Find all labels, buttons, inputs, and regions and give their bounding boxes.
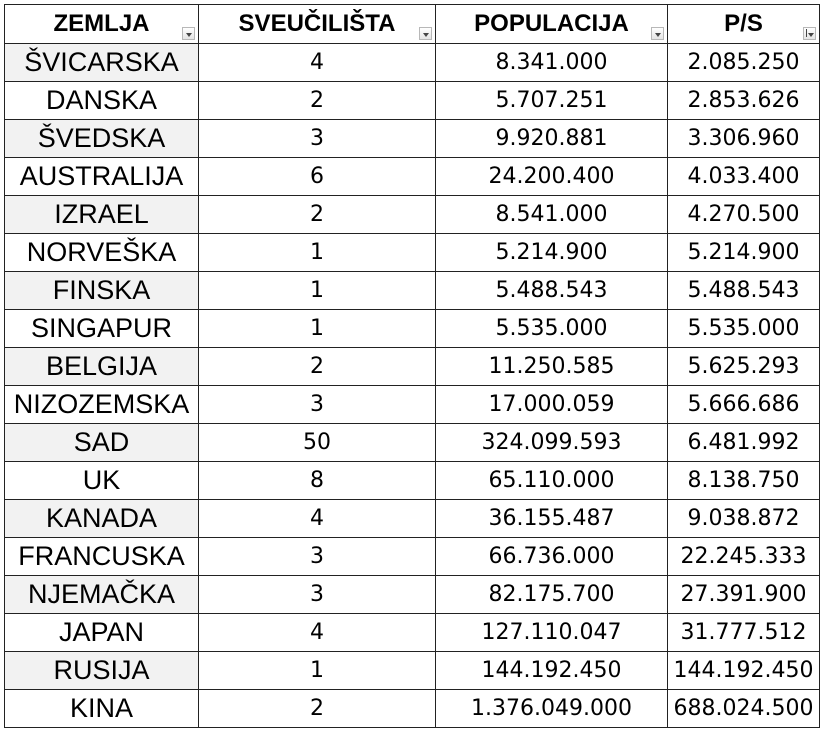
cell-sveucilista[interactable]: 1 <box>199 652 436 690</box>
cell-populacija[interactable]: 66.736.000 <box>436 538 668 576</box>
filter-dropdown-icon[interactable] <box>651 27 664 40</box>
cell-populacija[interactable]: 5.214.900 <box>436 234 668 272</box>
cell-ps[interactable]: 5.625.293 <box>668 348 820 386</box>
cell-sveucilista[interactable]: 50 <box>199 424 436 462</box>
cell-zemlja[interactable]: SAD <box>5 424 199 462</box>
cell-ps[interactable]: 5.666.686 <box>668 386 820 424</box>
cell-zemlja[interactable]: KANADA <box>5 500 199 538</box>
cell-populacija[interactable]: 5.707.251 <box>436 82 668 120</box>
table-row[interactable] <box>5 272 820 310</box>
table-row[interactable] <box>5 424 820 462</box>
table-row[interactable] <box>5 538 820 576</box>
cell-sveucilista[interactable]: 4 <box>199 500 436 538</box>
table-row[interactable] <box>5 196 820 234</box>
data-table <box>4 4 820 728</box>
table-body <box>5 44 820 728</box>
table-row[interactable] <box>5 690 820 728</box>
cell-sveucilista[interactable]: 1 <box>199 272 436 310</box>
sort-ascending-filter-icon[interactable] <box>803 27 816 40</box>
cell-zemlja[interactable]: DANSKA <box>5 82 199 120</box>
cell-ps[interactable]: 2.853.626 <box>668 82 820 120</box>
cell-sveucilista[interactable]: 3 <box>199 538 436 576</box>
cell-populacija[interactable]: 1.376.049.000 <box>436 690 668 728</box>
table-row[interactable] <box>5 386 820 424</box>
cell-zemlja[interactable]: NORVEŠKA <box>5 234 199 272</box>
cell-ps[interactable]: 27.391.900 <box>668 576 820 614</box>
cell-zemlja[interactable]: AUSTRALIJA <box>5 158 199 196</box>
cell-populacija[interactable]: 36.155.487 <box>436 500 668 538</box>
filter-dropdown-icon[interactable] <box>419 27 432 40</box>
cell-zemlja[interactable]: IZRAEL <box>5 196 199 234</box>
table-row[interactable] <box>5 576 820 614</box>
cell-ps[interactable]: 5.214.900 <box>668 234 820 272</box>
cell-populacija[interactable]: 82.175.700 <box>436 576 668 614</box>
cell-ps[interactable]: 8.138.750 <box>668 462 820 500</box>
cell-populacija[interactable]: 11.250.585 <box>436 348 668 386</box>
cell-ps[interactable]: 31.777.512 <box>668 614 820 652</box>
cell-ps[interactable]: 9.038.872 <box>668 500 820 538</box>
table-header <box>5 5 820 44</box>
cell-ps[interactable]: 5.535.000 <box>668 310 820 348</box>
column-header-sveucilista <box>199 5 436 44</box>
cell-sveucilista[interactable]: 1 <box>199 310 436 348</box>
header-row <box>5 5 820 44</box>
table-row[interactable] <box>5 120 820 158</box>
cell-populacija[interactable]: 5.535.000 <box>436 310 668 348</box>
cell-zemlja[interactable]: FINSKA <box>5 272 199 310</box>
cell-ps[interactable]: 5.488.543 <box>668 272 820 310</box>
cell-populacija[interactable]: 8.541.000 <box>436 196 668 234</box>
table-row[interactable] <box>5 348 820 386</box>
cell-zemlja[interactable]: JAPAN <box>5 614 199 652</box>
cell-ps[interactable]: 2.085.250 <box>668 44 820 82</box>
cell-populacija[interactable]: 324.099.593 <box>436 424 668 462</box>
cell-ps[interactable]: 4.033.400 <box>668 158 820 196</box>
cell-zemlja[interactable]: FRANCUSKA <box>5 538 199 576</box>
cell-zemlja[interactable]: NIZOZEMSKA <box>5 386 199 424</box>
table-row[interactable] <box>5 44 820 82</box>
cell-sveucilista[interactable]: 4 <box>199 44 436 82</box>
column-header-populacija <box>436 5 668 44</box>
cell-populacija[interactable]: 17.000.059 <box>436 386 668 424</box>
cell-sveucilista[interactable]: 2 <box>199 82 436 120</box>
cell-ps[interactable]: 3.306.960 <box>668 120 820 158</box>
cell-sveucilista[interactable]: 3 <box>199 576 436 614</box>
cell-sveucilista[interactable]: 3 <box>199 120 436 158</box>
table-row[interactable] <box>5 82 820 120</box>
cell-zemlja[interactable]: UK <box>5 462 199 500</box>
cell-zemlja[interactable]: SINGAPUR <box>5 310 199 348</box>
table-row[interactable] <box>5 652 820 690</box>
cell-zemlja[interactable]: ŠVICARSKA <box>5 44 199 82</box>
table-row[interactable] <box>5 500 820 538</box>
table-row[interactable] <box>5 234 820 272</box>
cell-populacija[interactable]: 8.341.000 <box>436 44 668 82</box>
cell-populacija[interactable]: 127.110.047 <box>436 614 668 652</box>
table-row[interactable] <box>5 614 820 652</box>
cell-zemlja[interactable]: NJEMAČKA <box>5 576 199 614</box>
table-row[interactable] <box>5 462 820 500</box>
table-row[interactable] <box>5 158 820 196</box>
cell-populacija[interactable]: 24.200.400 <box>436 158 668 196</box>
cell-populacija[interactable]: 5.488.543 <box>436 272 668 310</box>
cell-sveucilista[interactable]: 8 <box>199 462 436 500</box>
cell-sveucilista[interactable]: 3 <box>199 386 436 424</box>
cell-sveucilista[interactable]: 6 <box>199 158 436 196</box>
cell-zemlja[interactable]: ŠVEDSKA <box>5 120 199 158</box>
cell-sveucilista[interactable]: 1 <box>199 234 436 272</box>
cell-ps[interactable]: 688.024.500 <box>668 690 820 728</box>
cell-ps[interactable]: 144.192.450 <box>668 652 820 690</box>
column-header-label: SVEUČILIŠTA <box>238 10 396 37</box>
cell-sveucilista[interactable]: 2 <box>199 348 436 386</box>
column-header-label: ZEMLJA <box>53 10 150 37</box>
filter-dropdown-icon[interactable] <box>182 27 195 40</box>
column-header-zemlja <box>5 5 199 44</box>
cell-ps[interactable]: 4.270.500 <box>668 196 820 234</box>
column-header-label: POPULACIJA <box>474 10 629 37</box>
cell-populacija[interactable]: 144.192.450 <box>436 652 668 690</box>
cell-ps[interactable]: 22.245.333 <box>668 538 820 576</box>
cell-zemlja[interactable]: RUSIJA <box>5 652 199 690</box>
cell-zemlja[interactable]: KINA <box>5 690 199 728</box>
cell-sveucilista[interactable]: 2 <box>199 690 436 728</box>
column-header-ps <box>668 5 820 44</box>
cell-ps[interactable]: 6.481.992 <box>668 424 820 462</box>
cell-populacija[interactable]: 65.110.000 <box>436 462 668 500</box>
cell-populacija[interactable]: 9.920.881 <box>436 120 668 158</box>
column-header-label: P/S <box>724 10 763 37</box>
cell-sveucilista[interactable]: 2 <box>199 196 436 234</box>
table-row[interactable] <box>5 310 820 348</box>
cell-sveucilista[interactable]: 4 <box>199 614 436 652</box>
cell-zemlja[interactable]: BELGIJA <box>5 348 199 386</box>
